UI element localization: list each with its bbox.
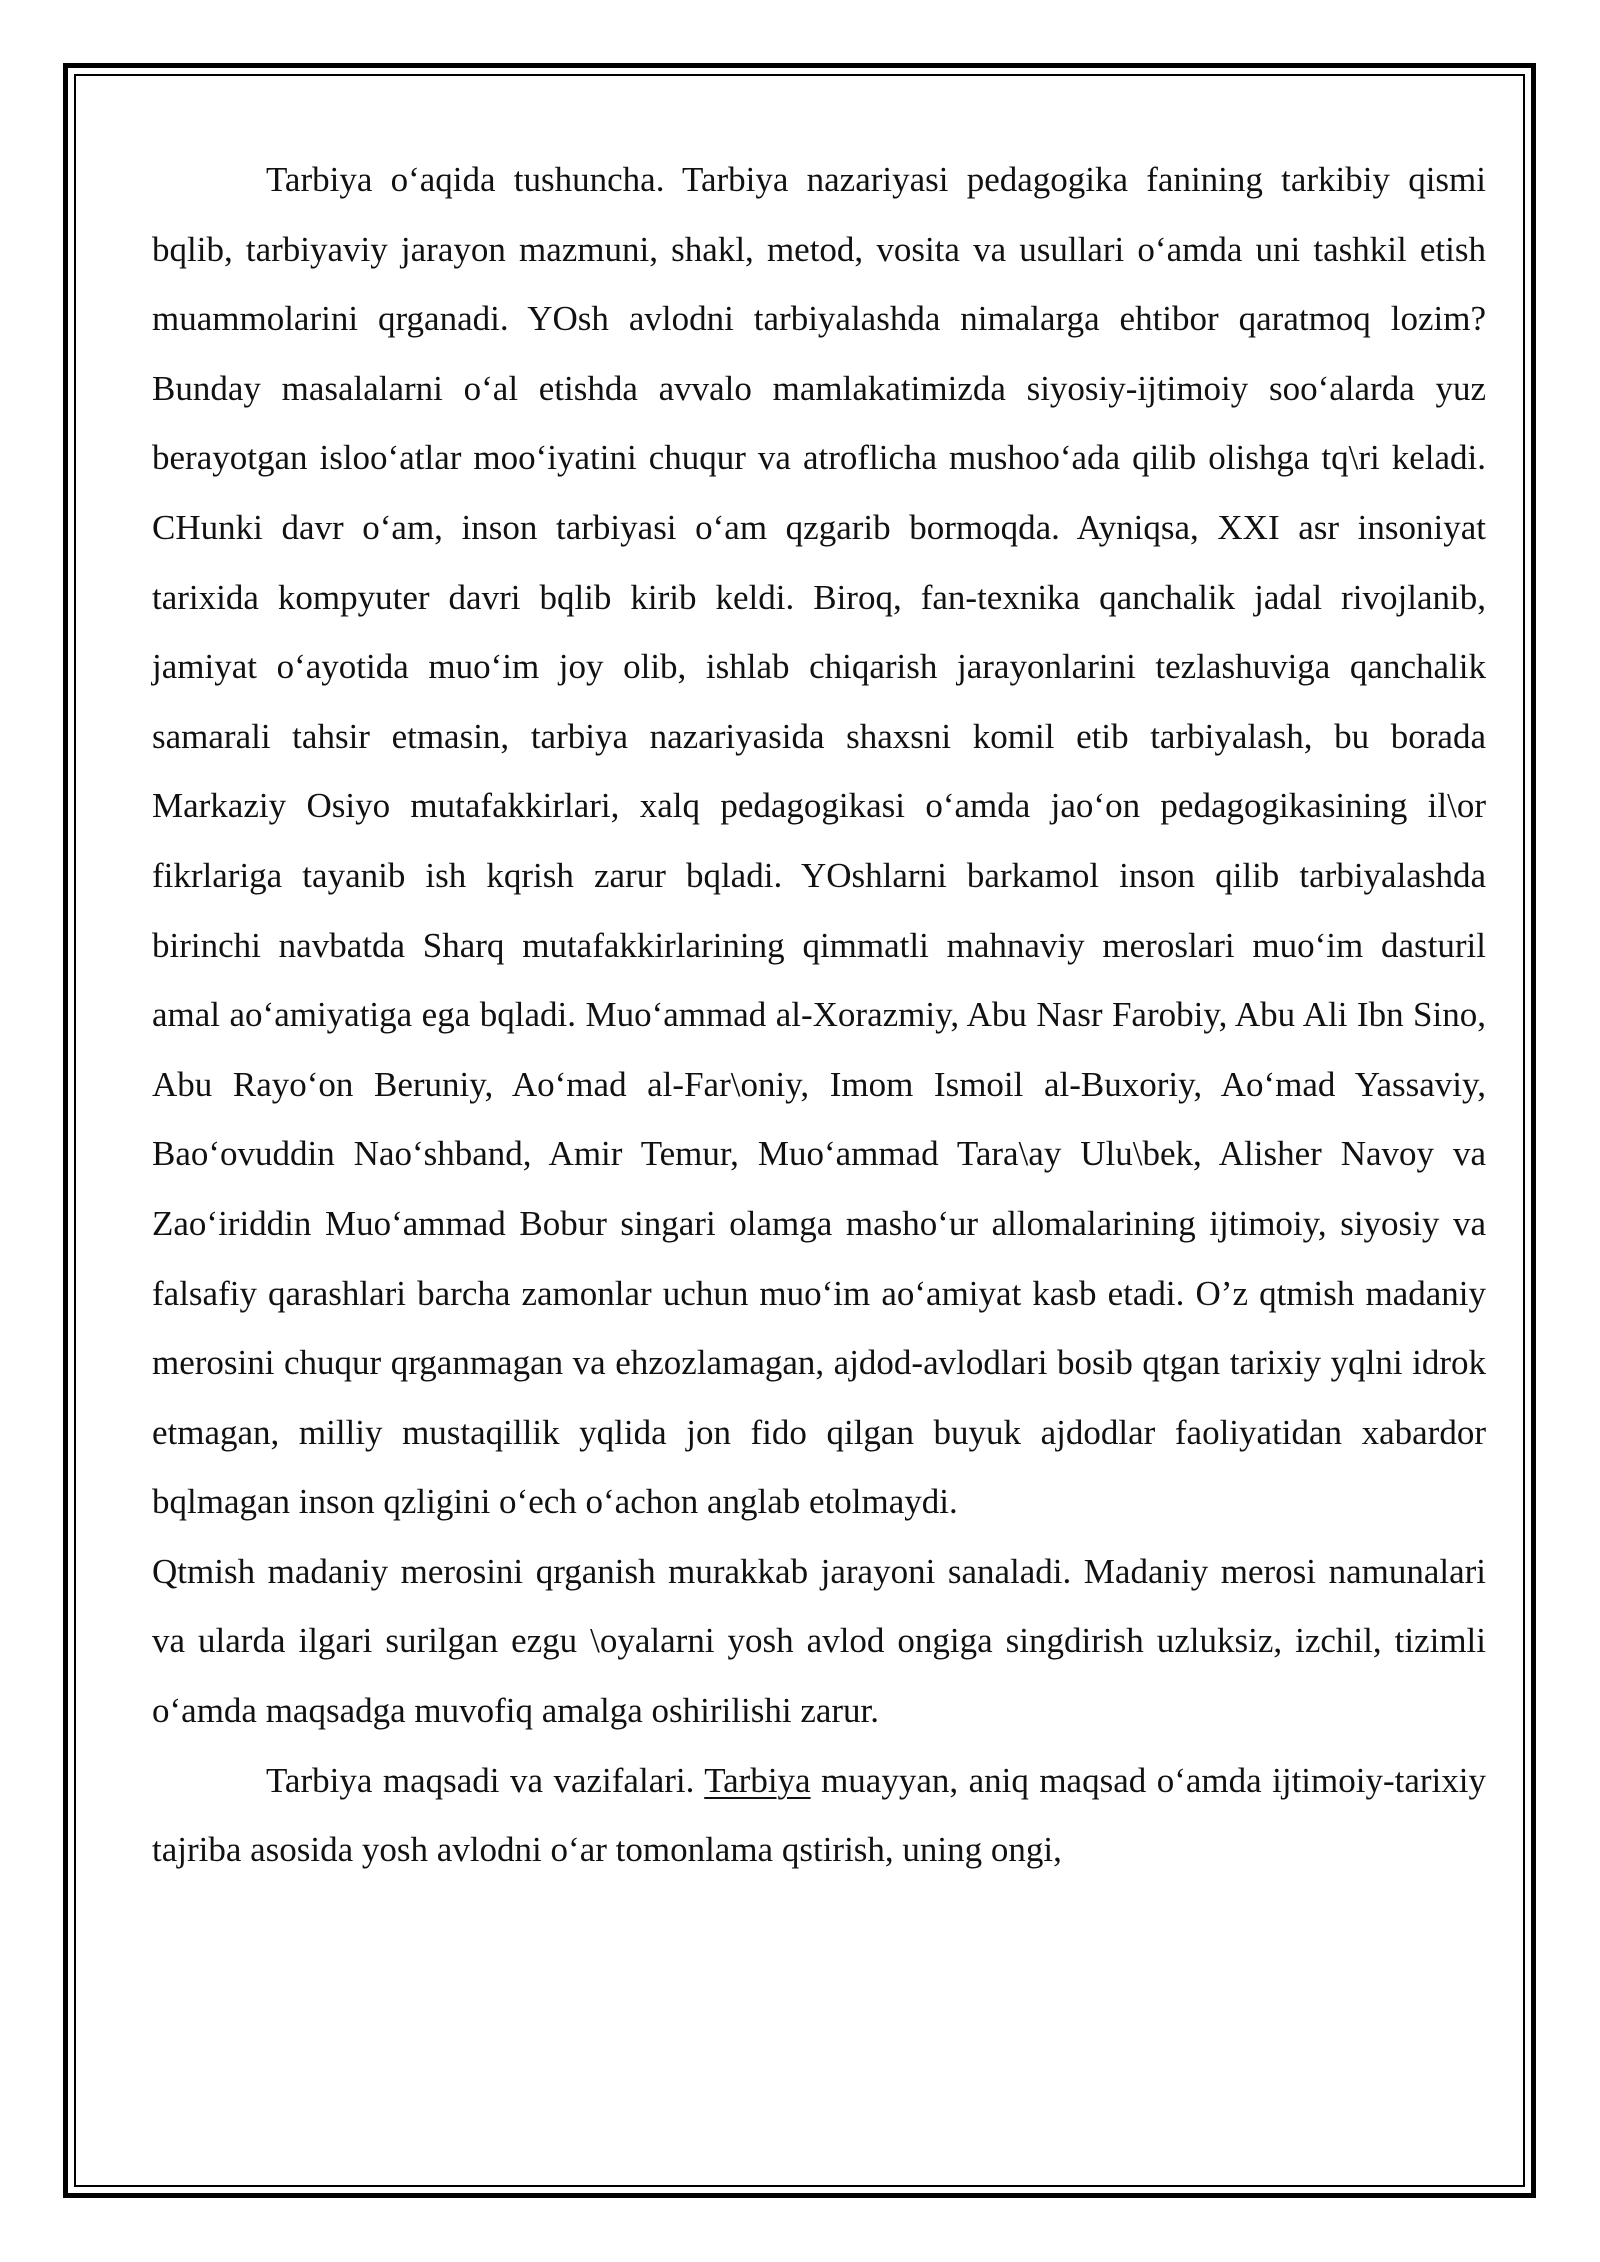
paragraph-madaniy-meros: Qtmish madaniy merosini qrganish murakkab jarayoni sanaladi. Madaniy merosi namunalari va ularda ilgari surilgan ezgu \oyalarni yosh avlod ongiga singdirish uzluksiz, izchil, tizimli o‘amda maqsadga muvofiq amalga oshirilishi zarur. [152, 1551, 1486, 1731]
tarbiya-link[interactable]: Tarbiya [704, 1760, 811, 1800]
paragraph-tarbiya-tushuncha: Tarbiya o‘aqida tushuncha. Tarbiya nazariyasi pedagogika fanining tarkibiy qismi bqlib, tarbiyaviy jarayon mazmuni, shakl, metod, vosita va usullari o‘amda uni tashkil etish muammolarini qrganadi. YOsh avlodni tarbiyalashda nimalarga ehtibor qaratmoq lozim? Bunday masalalarni o‘al etishda avvalo mamlakatimizda siyosiy-ijtimoiy soo‘alarda yuz berayotgan isloo‘atlar moo‘iyatini chuqur va atroflicha mushoo‘ada qilib olishga tq\ri keladi. CHunki davr o‘am, inson tarbiyasi o‘am qzgarib bormoqda. Ayniqsa, XXI asr insoniyat tarixida kompyuter davri bqlib kirib keldi. Biroq, fan-texnika qanchalik jadal rivojlanib, jamiyat o‘ayotida muo‘im joy olib, ishlab chiqarish jarayonlarini tezlashuviga qanchalik samarali tahsir etmasin, tarbiya nazariyasida shaxsni komil etib tarbiyalash, bu borada Markaziy Osiyo mutafakkirlari, xalq pedagogikasi o‘amda jao‘on pedagogikasining il\or fikrlariga tayanib ish kqrish zarur bqladi. YOshlarni barkamol inson qilib tarbiyalashda birinchi navbatda Sharq mutafakkirlarining qimmatli mahnaviy meroslari muo‘im dasturil amal ao‘amiyatiga ega bqladi. Muo‘ammad al-Xorazmiy, Abu Nasr Farobiy, Abu Ali Ibn Sino, Abu Rayo‘on Beruniy, Ao‘mad al-Far\oniy, Imom Ismoil al-Buxoriy, Ao‘mad Yassaviy, Bao‘ovuddin Nao‘shband, Amir Temur, Muo‘ammad Tara\ay Ulu\bek, Alisher Navoy va Zao‘iriddin Muo‘ammad Bobur singari olamga masho‘ur allomalarining ijtimoiy, siyosiy va falsafiy qarashlari barcha zamonlar uchun muo‘im ao‘amiyat kasb etadi. O’z qtmish madaniy merosini chuqur qrganmagan va ehzozlamagan, ajdod-avlodlari bosib qtgan tarixiy yqlni idrok etmagan, milliy mustaqillik yqlida jon fido qilgan buyuk ajdodlar faoliyatidan xabardor bqlmagan inson qzligini o‘ech o‘achon anglab etolmaydi. [152, 160, 1486, 1522]
document-body [152, 145, 1486, 1885]
paragraph-text-after-link: muayyan, aniq maqsad o‘amda ijtimoiy-tarixiy tajriba asosida yosh avlodni o‘ar tomonlama qstirish, uning ongi, [152, 1760, 1486, 1870]
paragraph-tarbiya-maqsadi [152, 1746, 1486, 1885]
paragraph-text-before-link: Tarbiya maqsadi va vazifalari. [266, 1760, 705, 1800]
